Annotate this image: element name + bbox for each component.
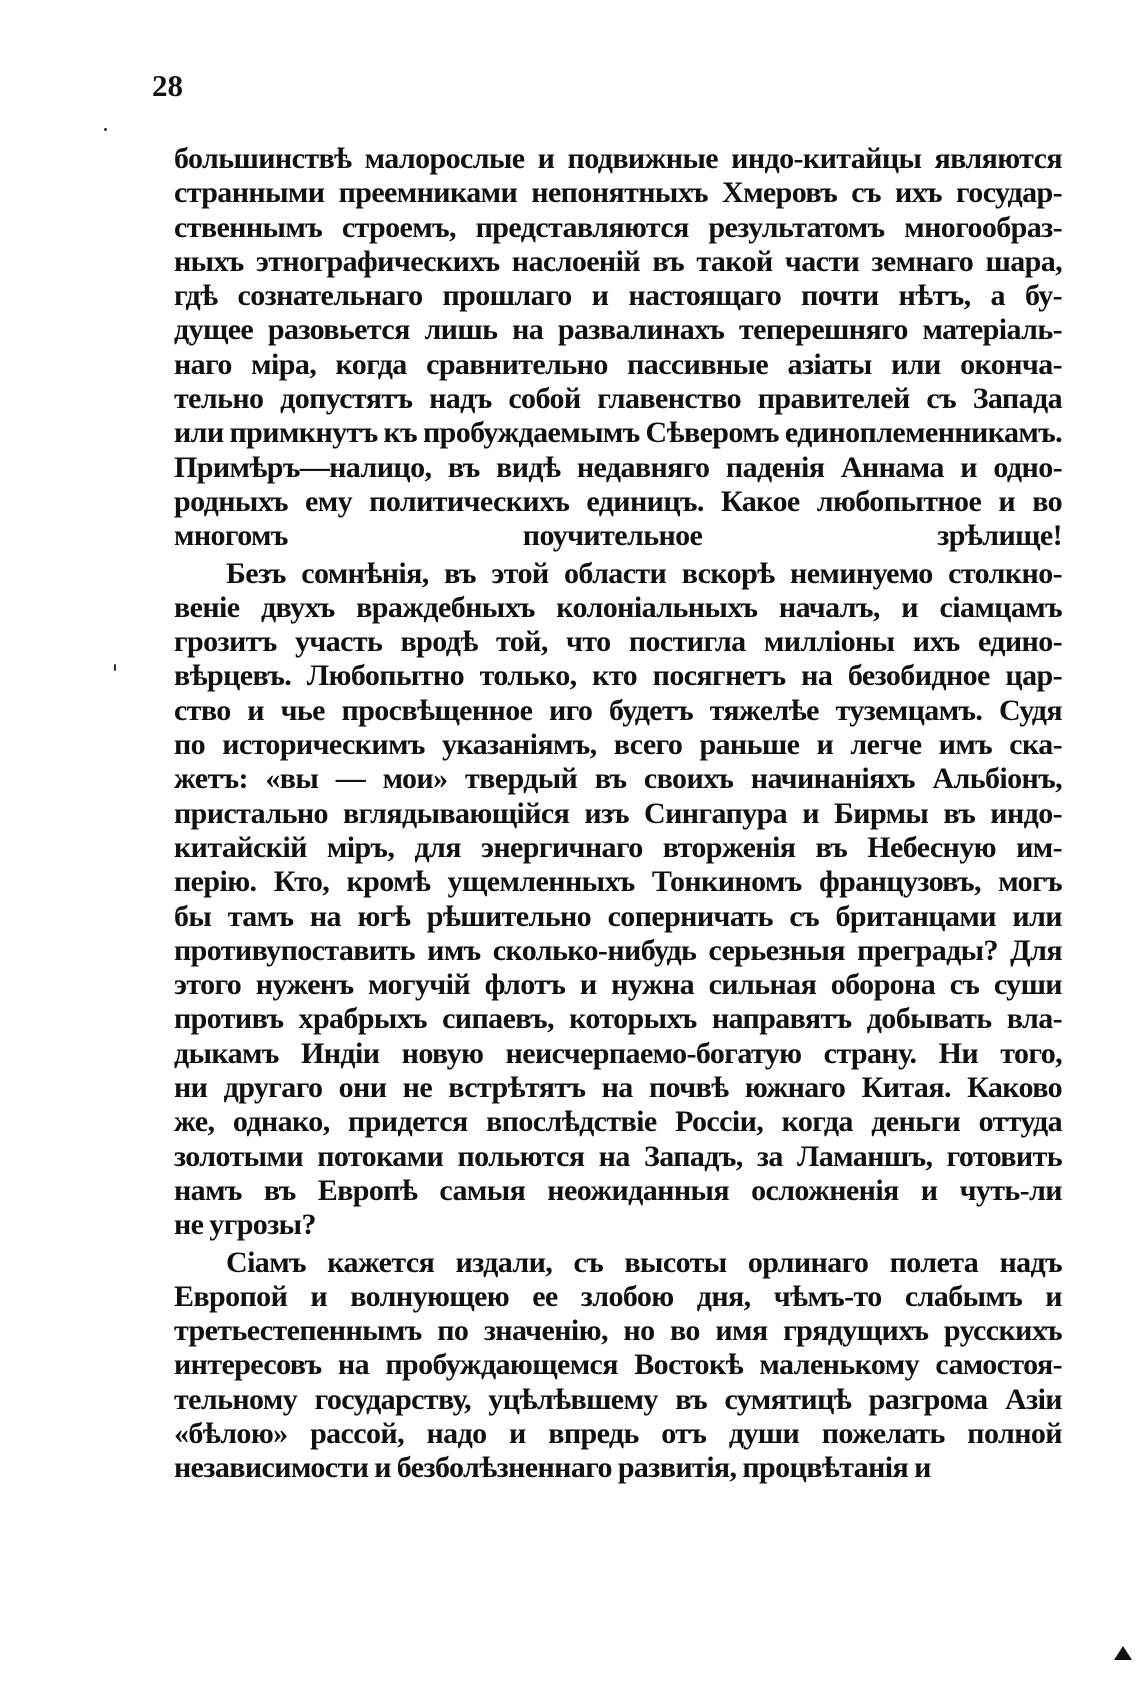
text-line: «бѣлою» рассой, надо и впредь отъ души пожелать полной <box>174 1416 1062 1450</box>
text-line: не угрозы? <box>174 1208 316 1242</box>
text-line: наго міра, когда сравнительно пассивные азіаты или оконча- <box>174 347 1062 381</box>
text-line: же, однако, придется впослѣдствіе Россіи, когда деньги оттуда <box>174 1105 1062 1139</box>
body-text <box>174 142 1062 1486</box>
text-line: ственнымъ строемъ, представляются результатомъ многообраз- <box>174 210 1062 244</box>
text-line: тельному государству, уцѣлѣвшему въ сумятицѣ разгрома Азіи <box>174 1382 1062 1416</box>
text-line: грозитъ участь вродѣ той, что постигла милліоны ихъ едино- <box>174 625 1062 659</box>
text-line: противупоставить имъ сколько-нибудь серьезныя преграды? Для <box>174 933 1062 967</box>
text-line: перію. Кто, кромѣ ущемленныхъ Тонкиномъ французовъ, могъ <box>174 865 1062 899</box>
page-corner-arrow-icon <box>1114 1646 1132 1660</box>
text-line: независимости и безболѣзненнаго развитія, процвѣтанія и <box>174 1451 931 1485</box>
text-line: золотыми потоками польются на Западъ, за Ламаншъ, готовить <box>174 1139 1062 1173</box>
text-line: или примкнутъ къ пробуждаемымъ Сѣверомъ единоплеменникамъ. <box>174 416 1062 450</box>
text-line: многомъ поучительное зрѣлище! <box>174 519 1062 553</box>
text-line: ство и чье просвѣщенное иго будетъ тяжелѣе туземцамъ. Судя <box>174 693 1062 727</box>
text-line: дыкамъ Индіи новую неисчерпаемо-богатую страну. Ни того, <box>174 1036 1062 1070</box>
text-line: по историческимъ указаніямъ, всего раньше и легче имъ ска- <box>174 728 1062 762</box>
text-line: гдѣ сознательнаго прошлаго и настоящаго почти нѣтъ, а бу- <box>174 279 1062 313</box>
text-line: интересовъ на пробуждающемся Востокѣ маленькому самостоя- <box>174 1348 1062 1382</box>
text-line: Европой и волнующею ее злобою дня, чѣмъ-то слабымъ и <box>174 1279 1062 1313</box>
text-line: этого нуженъ могучій флотъ и нужна сильная оборона съ суши <box>174 968 1062 1002</box>
text-line: намъ въ Европѣ самыя неожиданныя осложненія и чуть-ли <box>174 1173 1062 1207</box>
margin-dot <box>104 128 107 131</box>
text-line: бы тамъ на югѣ рѣшительно соперничать съ британцами или <box>174 899 1062 933</box>
text-line: китайскій міръ, для энергичнаго вторженія въ Небесную им- <box>174 830 1062 864</box>
text-line: ни другаго они не встрѣтятъ на почвѣ южнаго Китая. Каково <box>174 1071 1062 1105</box>
paragraph <box>174 1246 1062 1486</box>
paragraph <box>174 142 1062 554</box>
margin-tick <box>114 664 116 671</box>
text-line: родныхъ ему политическихъ единицъ. Какое любопытное и во <box>174 484 1062 518</box>
text-line: противъ храбрыхъ сипаевъ, которыхъ направятъ добывать вла- <box>174 1002 1062 1036</box>
text-line: ныхъ этнографическихъ наслоеній въ такой части земнаго шара, <box>174 244 1062 278</box>
text-line: третьестепеннымъ по значенію, но во имя грядущихъ русскихъ <box>174 1314 1062 1348</box>
text-line: Безъ сомнѣнія, въ этой области вскорѣ неминуемо столкно- <box>226 556 1062 590</box>
page-number: 28 <box>152 68 183 103</box>
text-line: вѣрцевъ. Любопытно только, кто посягнетъ на безобидное цар- <box>174 659 1062 693</box>
paragraph <box>174 557 1062 1243</box>
text-line: дущее разовьется лишь на развалинахъ теперешняго матеріаль- <box>174 313 1062 347</box>
text-line: странными преемниками непонятныхъ Хмеровъ съ ихъ государ- <box>174 176 1062 210</box>
text-line: Примѣръ—налицо, въ видѣ недавняго паденія Аннама и одно- <box>174 450 1062 484</box>
text-line: жетъ: «вы — мои» твердый въ своихъ начинаніяхъ Альбіонъ, <box>174 762 1062 796</box>
text-line: пристально вглядывающійся изъ Сингапура и Бирмы въ индо- <box>174 796 1062 830</box>
text-line: Сіамъ кажется издали, съ высоты орлинаго полета надъ <box>226 1245 1062 1279</box>
text-line: большинствѣ малорослые и подвижные индо-китайцы являются <box>174 142 1062 175</box>
text-line: тельно допустятъ надъ собой главенство правителей съ Запада <box>174 382 1062 416</box>
text-line: веніе двухъ враждебныхъ колоніальныхъ началъ, и сіамцамъ <box>174 590 1062 624</box>
